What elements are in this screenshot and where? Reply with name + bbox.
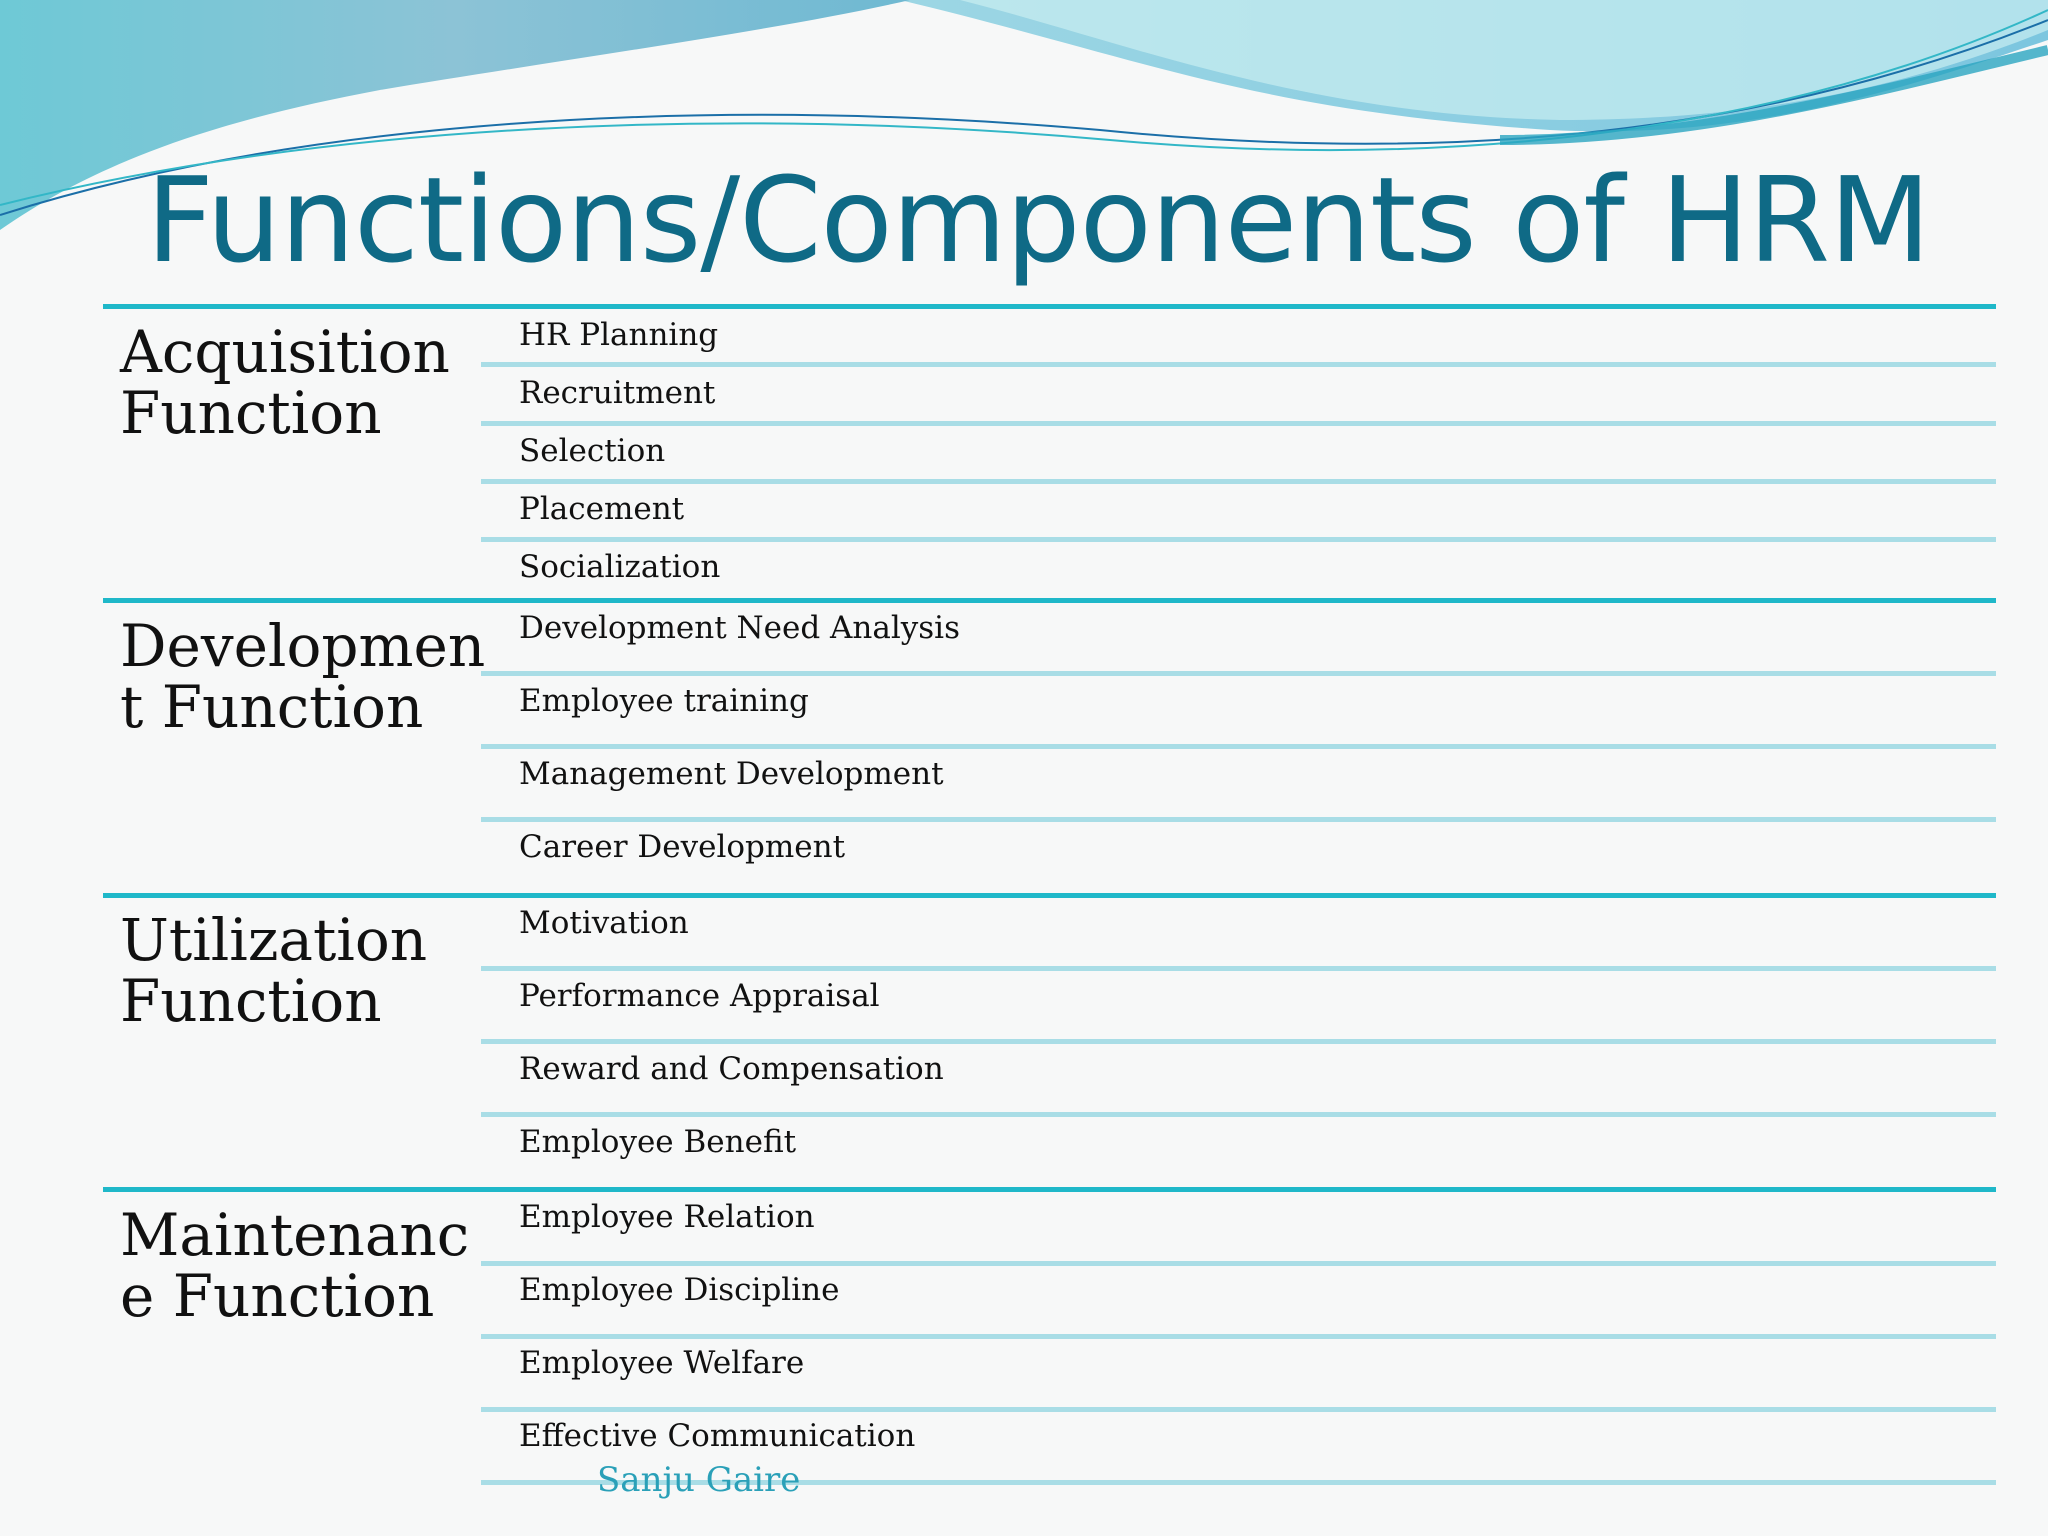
row-divider: [481, 817, 1996, 822]
list-item: Placement: [519, 491, 685, 527]
list-item: Management Development: [519, 756, 944, 792]
row-divider: [481, 671, 1996, 676]
section-divider: [103, 304, 1996, 309]
row-divider: [481, 1039, 1996, 1044]
section-label-utilization: [120, 906, 480, 1035]
section-label-development: [120, 612, 486, 741]
section-label-line: Utilization: [120, 906, 428, 974]
list-item: Motivation: [519, 905, 689, 941]
list-item: HR Planning: [519, 317, 719, 353]
list-item: Development Need Analysis: [519, 610, 961, 646]
list-item: Employee Discipline: [519, 1272, 840, 1308]
section-label-line: Function: [120, 967, 382, 1035]
list-item: Employee Welfare: [519, 1345, 805, 1381]
section-label-line: Acquisition: [120, 318, 450, 386]
list-item: Reward and Compensation: [519, 1051, 944, 1087]
section-label-line: Developmen: [120, 612, 486, 680]
row-divider: [481, 966, 1996, 971]
list-item: Selection: [519, 433, 666, 469]
row-divider: [481, 1112, 1996, 1117]
list-item: Performance Appraisal: [519, 978, 880, 1014]
row-divider: [481, 421, 1996, 426]
section-divider: [103, 598, 1996, 603]
row-divider: [481, 744, 1996, 749]
section-label-line: Maintenanc: [120, 1201, 470, 1269]
list-item: Effective Communication: [519, 1418, 916, 1454]
section-label-acquisition: [120, 318, 480, 447]
section-label-line: e Function: [120, 1262, 435, 1330]
list-item: Career Development: [519, 829, 846, 865]
section-divider: [103, 1187, 1996, 1192]
footer-author: Sanju Gaire: [597, 1460, 801, 1500]
section-label-maintenance: [120, 1201, 480, 1330]
row-divider: [481, 1334, 1996, 1339]
list-item: Socialization: [519, 549, 721, 585]
row-divider: [481, 479, 1996, 484]
list-item: Employee Relation: [519, 1199, 815, 1235]
section-label-line: Function: [120, 379, 382, 447]
row-divider: [481, 1261, 1996, 1266]
row-divider: [481, 362, 1996, 367]
slide-title: Functions/Components of HRM: [146, 151, 1930, 289]
row-divider: [481, 537, 1996, 542]
section-label-line: t Function: [120, 673, 424, 741]
list-item: Employee Benefit: [519, 1124, 797, 1160]
list-item: Recruitment: [519, 375, 716, 411]
section-divider: [103, 893, 1996, 898]
list-item: Employee training: [519, 683, 809, 719]
row-divider: [481, 1407, 1996, 1412]
